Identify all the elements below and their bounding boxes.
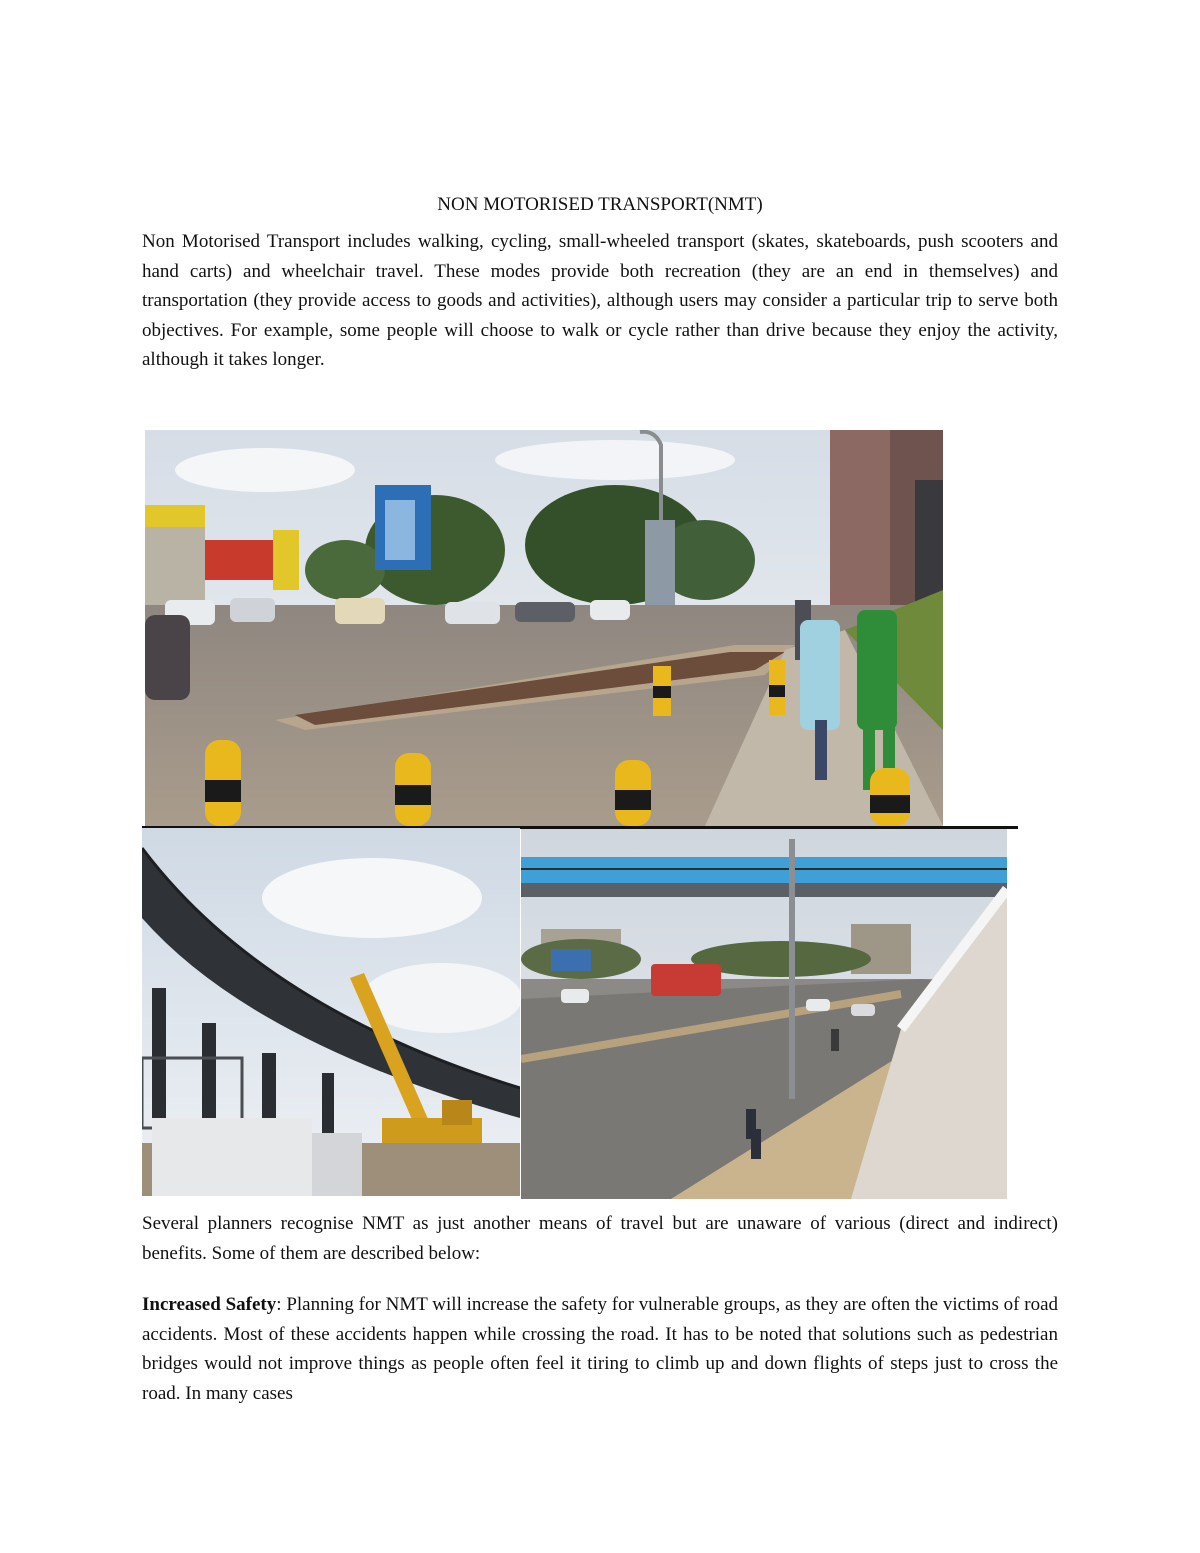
intro-paragraph: Non Motorised Transport includes walking, cycling, small-wheeled transport (skates, skateboards, push scooters and hand carts) and wheelchair travel. These modes provide both recreation (they are an end in themselves) and transportation (they provide access to goods and activities), although users may consider a particular trip to serve both objectives. For example, some people will choose to walk or cycle rather than drive because they enjoy the activity, although it takes longer. [142, 231, 1058, 371]
increased-safety-heading: Increased Safety [142, 1294, 277, 1315]
benefits-intro-paragraph: Several planners recognise NMT as just another means of travel but are unaware of various (direct and indirect) benefits. Some of them are described below: [142, 1213, 1058, 1264]
photo-elevated-walkway-crane [142, 828, 520, 1196]
page-title: NON MOTORISED TRANSPORT(NMT) [437, 194, 763, 215]
photo-highway-footbridge [521, 829, 1007, 1199]
photo-walkway-bollards [145, 430, 943, 826]
increased-safety-text: : Planning for NMT will increase the safety for vulnerable groups, as they are often the victims of road accidents. Most of these accidents happen while crossing the road. It has to be noted that solutions such as pedestrian bridges would not improve things as people often feel it tiring to climb up and down flights of steps just to cross the road. In many cases [142, 1294, 1059, 1404]
increased-safety-paragraph [142, 1290, 1058, 1408]
